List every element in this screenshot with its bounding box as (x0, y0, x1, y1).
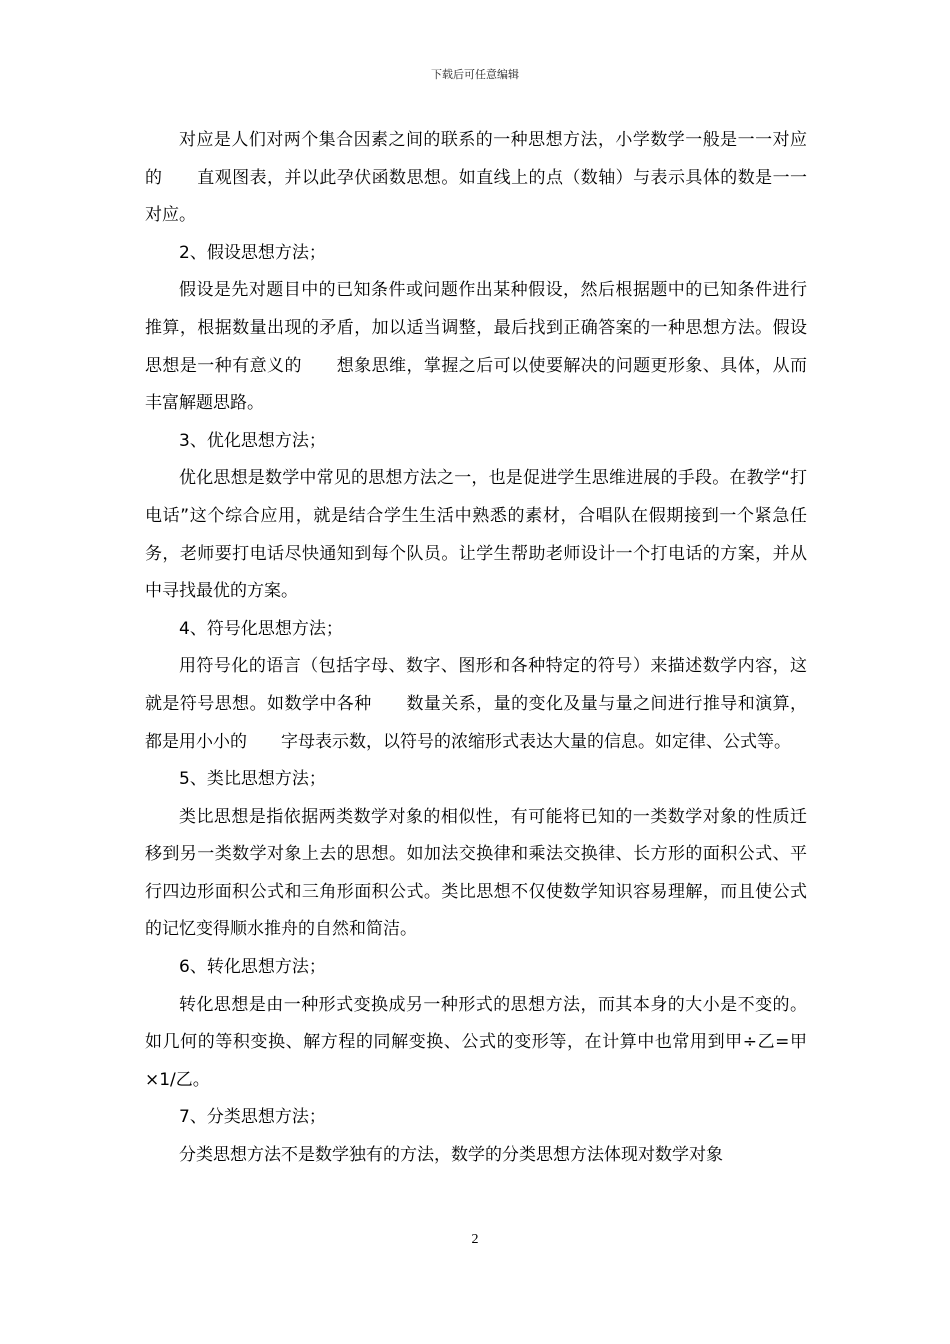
section-heading: 4、符号化思想方法； (179, 618, 343, 639)
paragraph: 类比思想是指依据两类数学对象的相似性，有可能将已知的一类数学对象的性质迁移到另一类数学对象上去的思想。如加法交换律和乘法交换律、长方形的面积公式、平行四边形面积公式和三角形面积公式。类比思想不仅使数学知识容易理解，而且使公式的记忆变得顺水推舟的自然和简洁。 (145, 806, 807, 940)
document-body (145, 122, 807, 1175)
section-heading: 6、转化思想方法； (179, 957, 326, 978)
paragraph: 分类思想方法不是数学独有的方法，数学的分类思想方法体现对数学对象 (179, 1145, 723, 1166)
paragraph: 优化思想是数学中常见的思想方法之一，也是促进学生思维进展的手段。在教学“打电话”这个综合应用，就是结合学生生活中熟悉的素材，合唱队在假期接到一个紧急任务，老师要打电话尽快通知到每个队员。让学生帮助老师设计一个打电话的方案，并从中寻找最优的方案。 (145, 468, 807, 602)
paragraph: 对应是人们对两个集合因素之间的联系的一种思想方法，小学数学一般是一一对应的 直观图表，并以此孕伏函数思想。如直线上的点（数轴）与表示具体的数是一一对应。 (145, 130, 807, 226)
section-heading: 5、类比思想方法； (179, 769, 326, 790)
paragraph: 用符号化的语言（包括字母、数字、图形和各种特定的符号）来描述数学内容，这就是符号思想。如数学中各种 数量关系，量的变化及量与量之间进行推导和演算，都是用小小的 字母表示数，以符号的浓缩形式表达大量的信息。如定律、公式等。 (145, 656, 807, 752)
paragraph: 假设是先对题目中的已知条件或问题作出某种假设，然后根据题中的已知条件进行推算，根据数量出现的矛盾，加以适当调整，最后找到正确答案的一种思想方法。假设思想是一种有意义的 想象思维，掌握之后可以使要解决的问题更形象、具体，从而丰富解题思路。 (145, 280, 807, 414)
page-number: 2 (471, 1232, 479, 1247)
paragraph: 转化思想是由一种形式变换成另一种形式的思想方法，而其本身的大小是不变的。如几何的等积变换、解方程的同解变换、公式的变形等，在计算中也常用到甲÷乙=甲×1/乙。 (145, 994, 807, 1090)
section-heading: 3、优化思想方法； (179, 430, 326, 451)
page-header: 下载后可任意编辑 (431, 68, 519, 81)
section-heading: 7、分类思想方法； (179, 1107, 326, 1128)
section-heading: 2、假设思想方法； (179, 242, 326, 263)
